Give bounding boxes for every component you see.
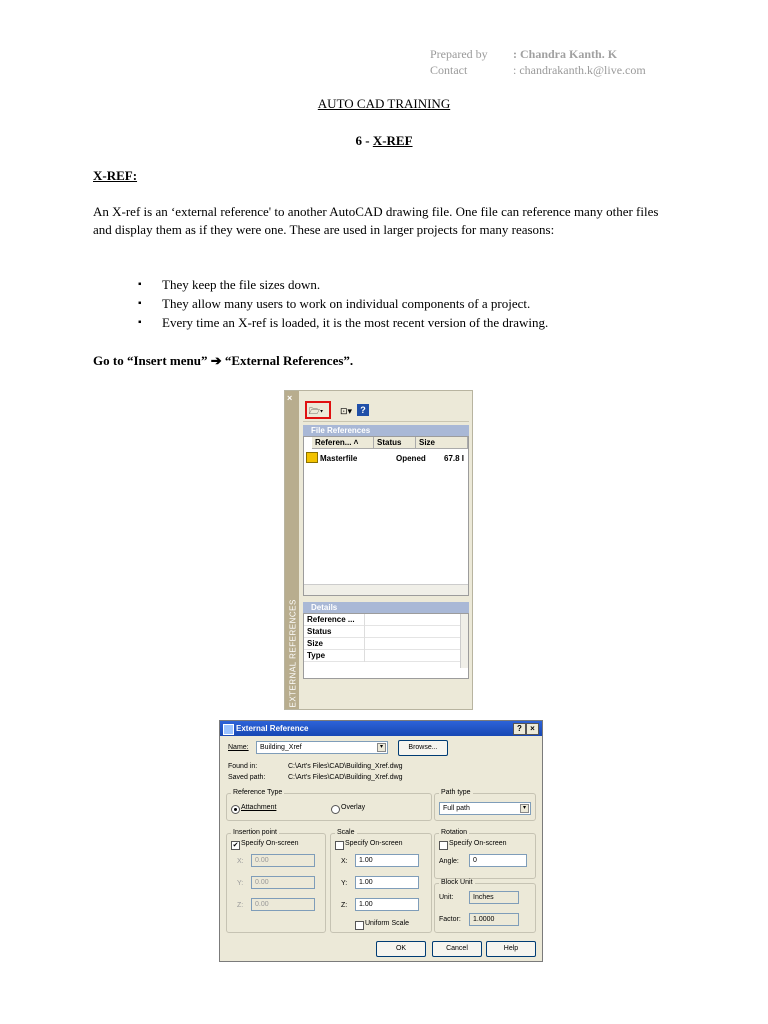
close-icon[interactable]: ×: [287, 393, 293, 403]
palette-side-label: EXTERNAL REFERENCES: [288, 599, 298, 708]
path-type-select[interactable]: [439, 802, 531, 815]
path-type-label: Path type: [441, 789, 471, 796]
highlight-box: [305, 401, 331, 419]
detail-row: Type: [304, 650, 464, 662]
scale-y-input[interactable]: 1.00: [355, 876, 419, 889]
contact-value: : chandrakanth.k@live.com: [513, 63, 646, 77]
chapter-heading: [0, 133, 768, 149]
prepared-by-value: : Chandra Kanth. K: [513, 47, 618, 61]
list-item: ▪ They keep the file sizes down.: [138, 275, 678, 294]
dialog-title-bar: [220, 721, 542, 736]
rotation-specify-label: Specify On-screen: [449, 840, 507, 847]
xref-name[interactable]: Masterfile: [320, 454, 358, 463]
chapter-number: 6 -: [355, 133, 373, 148]
saved-path-label: Saved path:: [228, 774, 266, 781]
chevron-down-icon: ▾: [520, 804, 529, 813]
palette-toolbar: [303, 401, 469, 422]
goto-instruction: [93, 353, 353, 369]
unit-label: Unit:: [439, 894, 454, 901]
name-value: Building_Xref: [260, 744, 302, 751]
goto-post: “External References”.: [221, 353, 354, 368]
reference-type-group: [226, 789, 432, 821]
dialog-title: External Reference: [236, 724, 309, 733]
block-unit-label: Block Unit: [441, 879, 473, 886]
xref-status: Opened: [396, 454, 426, 463]
vertical-scrollbar[interactable]: [460, 614, 468, 668]
column-status[interactable]: Status: [374, 437, 416, 449]
unit-value: Inches: [469, 891, 519, 904]
refresh-icon[interactable]: ⊡▾: [339, 406, 353, 416]
external-reference-dialog: [219, 720, 543, 962]
horizontal-scrollbar[interactable]: [304, 584, 468, 595]
ins-x-label: X:: [237, 858, 244, 865]
ins-z-label: Z:: [237, 902, 244, 909]
details-panel: [303, 613, 469, 679]
block-unit-group: [434, 879, 536, 933]
external-references-palette: [284, 390, 473, 710]
overlay-radio[interactable]: [331, 805, 340, 814]
rotation-group: [434, 829, 536, 879]
scale-specify-checkbox[interactable]: [335, 841, 344, 850]
help-title-button[interactable]: ?: [513, 723, 526, 735]
browse-button[interactable]: Browse...: [398, 740, 448, 756]
insertion-point-label: Insertion point: [233, 829, 277, 836]
file-references-list: [303, 436, 469, 596]
file-references-header: File References: [303, 425, 469, 436]
scale-z-label: Z:: [341, 902, 348, 909]
attachment-label: Attachment: [241, 804, 277, 811]
detail-row: Size: [304, 638, 464, 650]
insertion-specify-checkbox[interactable]: ✔: [232, 842, 239, 849]
chevron-down-icon: ▾: [377, 743, 386, 752]
detail-row: Status: [304, 626, 464, 638]
scale-y-label: Y:: [341, 880, 348, 887]
scale-x-input[interactable]: 1.00: [355, 854, 419, 867]
factor-label: Factor:: [439, 916, 461, 923]
path-type-group: [434, 789, 536, 821]
column-size[interactable]: Size: [416, 437, 468, 449]
scale-specify-label: Specify On-screen: [345, 840, 403, 847]
dialog-app-icon: [223, 724, 234, 735]
insertion-y-input[interactable]: 0.00: [251, 876, 315, 889]
scale-label: Scale: [337, 829, 355, 836]
chapter-name: X-REF: [372, 133, 413, 148]
document-title: AUTO CAD TRAINING: [317, 96, 451, 111]
cancel-button[interactable]: Cancel: [432, 941, 482, 957]
attachment-radio[interactable]: [231, 805, 240, 814]
help-icon[interactable]: ?: [357, 404, 369, 416]
list-item: ▪ Every time an X-ref is loaded, it is the most recent version of the drawing.: [138, 313, 678, 332]
angle-input[interactable]: 0: [469, 854, 527, 867]
insertion-point-group: [226, 829, 326, 933]
details-header: Details: [303, 602, 469, 613]
found-in-label: Found in:: [228, 763, 258, 770]
scale-group: [330, 829, 432, 933]
close-title-button[interactable]: ×: [526, 723, 539, 735]
rotation-label: Rotation: [441, 829, 468, 836]
help-button[interactable]: Help: [486, 941, 536, 957]
ins-y-label: Y:: [237, 880, 244, 887]
scale-z-input[interactable]: 1.00: [355, 898, 419, 911]
section-heading: X-REF:: [93, 168, 138, 183]
reference-type-label: Reference Type: [233, 789, 283, 796]
insertion-x-input[interactable]: 0.00: [251, 854, 315, 867]
insertion-specify-label: Specify On-screen: [241, 840, 299, 847]
rotation-specify-checkbox[interactable]: [439, 841, 448, 850]
palette-side-strip[interactable]: [285, 391, 299, 709]
overlay-label: Overlay: [341, 804, 366, 811]
path-type-value: Full path: [443, 805, 470, 812]
arrow-icon: ➔: [210, 353, 222, 368]
uniform-scale-checkbox[interactable]: [355, 921, 364, 930]
intro-paragraph: An X-ref is an ‘external reference' to another AutoCAD drawing file. One file can reference many other files and display them as if they were one. These are used in larger projects for many reasons:: [93, 204, 659, 237]
uniform-scale-label: Uniform Scale: [365, 920, 409, 927]
column-reference-name[interactable]: Referen... ˄: [312, 437, 374, 449]
bullet-list: [138, 275, 678, 332]
angle-label: Angle:: [439, 858, 459, 865]
drawing-file-icon: [306, 452, 318, 463]
saved-path-value: C:\Art's Files\CAD\Building_Xref.dwg: [288, 774, 403, 781]
factor-value: 1.0000: [469, 913, 519, 926]
prepared-by-label: Prepared by: [430, 47, 488, 61]
name-select[interactable]: [256, 741, 388, 754]
found-in-value: C:\Art's Files\CAD\Building_Xref.dwg: [288, 763, 403, 770]
detail-row: Reference ...: [304, 614, 464, 626]
insertion-z-input[interactable]: 0.00: [251, 898, 315, 911]
name-label: Name:: [228, 744, 249, 751]
attach-dwg-icon[interactable]: 🗁▾: [308, 406, 324, 416]
goto-pre: Go to “Insert menu”: [93, 353, 211, 368]
list-item: ▪ They allow many users to work on individual components of a project.: [138, 294, 678, 313]
ok-button[interactable]: OK: [376, 941, 426, 957]
xref-size: 67.8 I: [444, 454, 465, 463]
scale-x-label: X:: [341, 858, 348, 865]
contact-label: Contact: [430, 63, 468, 77]
